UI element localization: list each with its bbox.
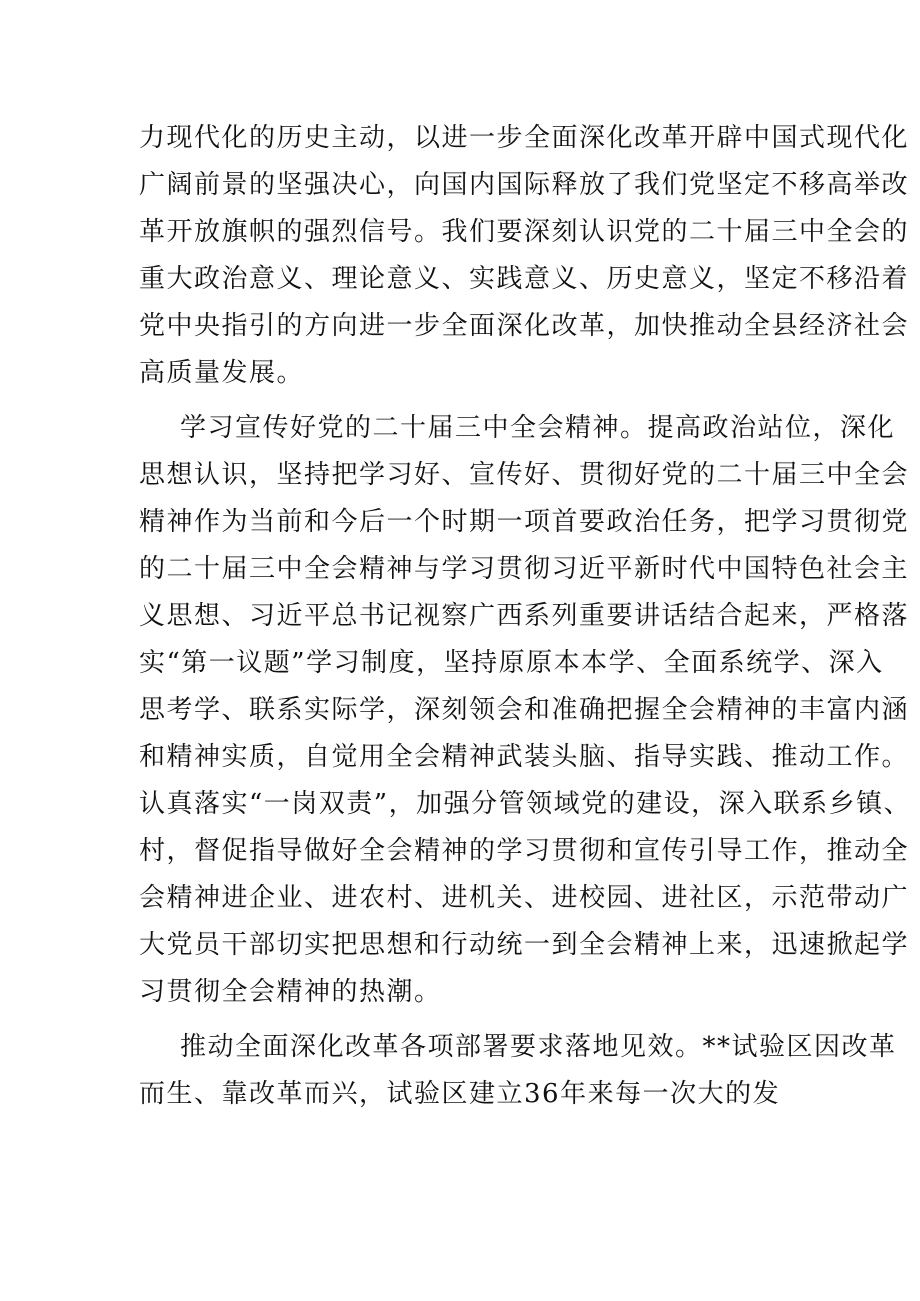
paragraph-line: 义思想、习近平总书记视察广西系列重要讲话结合起来，严格落 bbox=[139, 601, 910, 631]
paragraph-line: 革开放旗帜的强烈信号。我们要深刻认识党的二十届三中全会的 bbox=[139, 217, 910, 247]
paragraph-line: 认真落实“一岗双责”，加强分管领域党的建设，深入联系乡镇、 bbox=[139, 789, 912, 819]
paragraph-line: 重大政治意义、理论意义、实践意义、历史意义，坚定不移沿着 bbox=[139, 264, 910, 294]
paragraph-line: 大党员干部切实把思想和行动统一到全会精神上来，迅速掀起学 bbox=[139, 930, 910, 960]
paragraph-line: 力现代化的历史主动，以进一步全面深化改革开辟中国式现代化 bbox=[139, 123, 910, 153]
paragraph-line: 思想认识，坚持把学习好、宣传好、贯彻好党的二十届三中全会 bbox=[139, 460, 910, 490]
paragraph-line: 精神作为当前和今后一个时期一项首要政治任务，把学习贯彻党 bbox=[139, 507, 910, 537]
paragraph-line: 广阔前景的坚强决心，向国内国际释放了我们党坚定不移高举改 bbox=[139, 170, 910, 200]
paragraph-line: 而生、靠改革而兴，试验区建立36年来每一次大的发 bbox=[139, 1079, 781, 1109]
paragraph-line: 村，督促指导做好全会精神的学习贯彻和宣传引导工作，推动全 bbox=[139, 836, 910, 866]
paragraph-line: 和精神实质，自觉用全会精神武装头脑、指导实践、推动工作。 bbox=[139, 742, 910, 772]
paragraph-line: 推动全面深化改革各项部署要求落地见效。**试验区因改革 bbox=[180, 1032, 897, 1062]
paragraph-line: 思考学、联系实际学，深刻领会和准确把握全会精神的丰富内涵 bbox=[139, 695, 910, 725]
paragraph-line: 习贯彻全会精神的热潮。 bbox=[139, 977, 442, 1007]
paragraph-line: 党中央指引的方向进一步全面深化改革，加快推动全县经济社会 bbox=[139, 311, 910, 341]
paragraph-line: 学习宣传好党的二十届三中全会精神。提高政治站位，深化 bbox=[180, 413, 896, 443]
paragraph-line: 的二十届三中全会精神与学习贯彻习近平新时代中国特色社会主 bbox=[139, 554, 910, 584]
paragraph-line: 会精神进企业、进农村、进机关、进校园、进社区，示范带动广 bbox=[139, 883, 910, 913]
paragraph-line: 高质量发展。 bbox=[139, 358, 305, 388]
paragraph-line: 实“第一议题”学习制度，坚持原原本本学、全面系统学、深入 bbox=[139, 648, 884, 678]
